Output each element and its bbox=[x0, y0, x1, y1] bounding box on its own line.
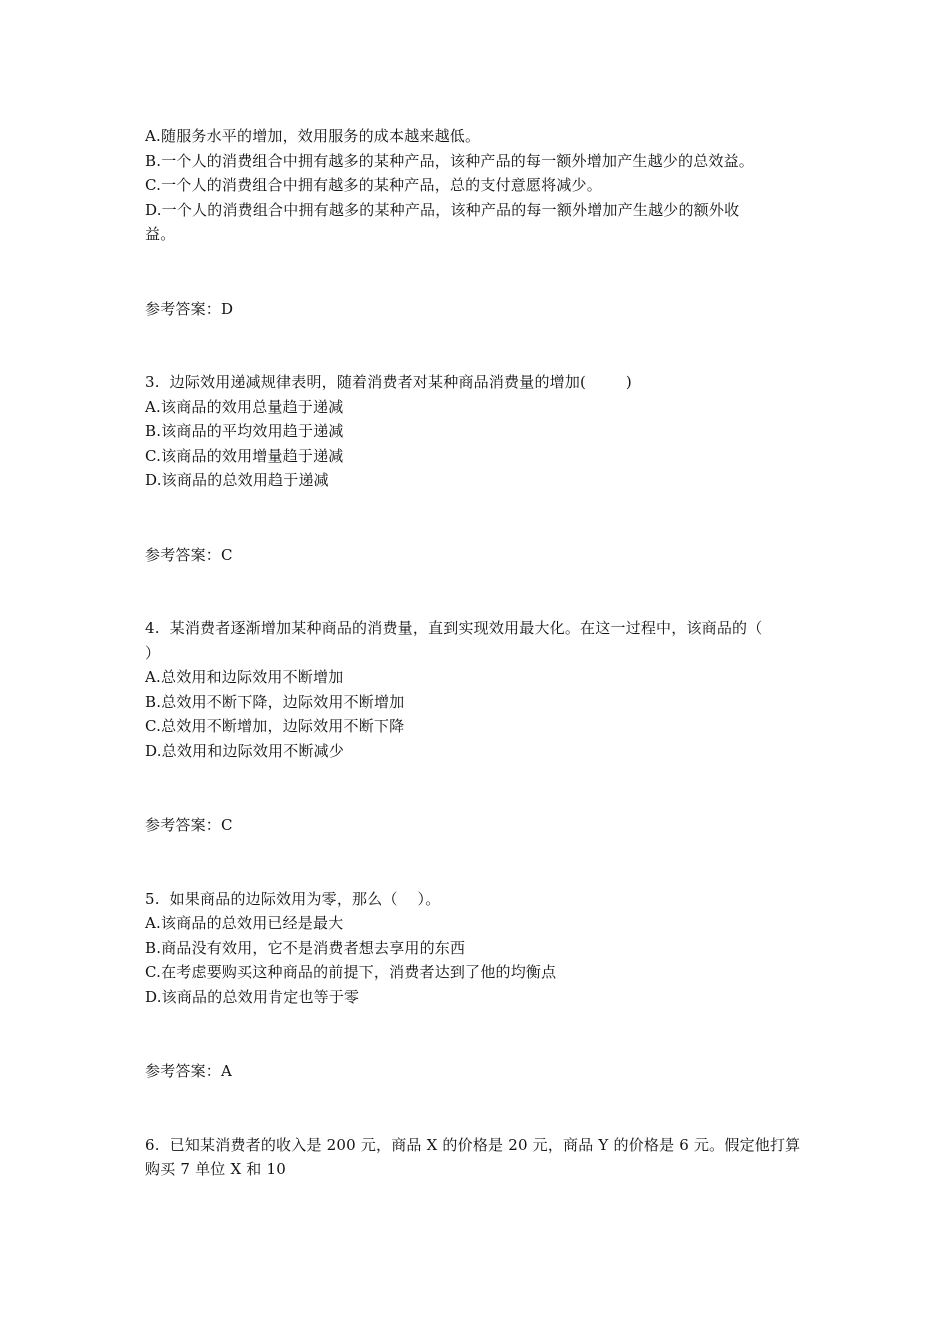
option-d: D.一个人的消费组合中拥有越多的某种产品，该种产品的每一额外增加产生越少的额外收 bbox=[145, 200, 740, 219]
option-b: B.该商品的平均效用趋于递减 bbox=[145, 422, 344, 440]
question-5-text: 5. 如果商品的边际效用为零，那么（ ）。 bbox=[145, 889, 441, 908]
document-page bbox=[145, 124, 815, 1182]
option-b: B.商品没有效用，它不是消费者想去享用的东西 bbox=[145, 938, 466, 957]
option-d-continued: 益。 bbox=[145, 225, 176, 243]
option-a: A.该商品的效用总量趋于递减 bbox=[145, 397, 344, 416]
question-4-text: 4. 某消费者逐渐增加某种商品的消费量，直到实现效用最大化。在这一过程中，该商品的（ bbox=[145, 619, 763, 637]
option-c: C.总效用不断增加，边际效用不断下降 bbox=[145, 717, 405, 735]
question-4-text-continued: ） bbox=[145, 643, 161, 662]
question-2-options bbox=[145, 124, 815, 247]
option-b: B.总效用不断下降，边际效用不断增加 bbox=[145, 692, 405, 711]
question-6-text-continued: 购买 7 单位 X 和 10 bbox=[145, 1160, 286, 1178]
question-6-text: 6. 已知某消费者的收入是 200 元，商品 X 的价格是 20 元，商品 Y 的价格是 6 元。假定他打算 bbox=[145, 1135, 801, 1154]
answer-4: 参考答案：C bbox=[145, 816, 233, 834]
option-d: D.该商品的总效用肯定也等于零 bbox=[145, 987, 360, 1006]
option-a: A.总效用和边际效用不断增加 bbox=[145, 668, 344, 686]
option-d: D.该商品的总效用趋于递减 bbox=[145, 471, 329, 489]
answer-2: 参考答案：D bbox=[145, 299, 234, 318]
option-c: C.该商品的效用增量趋于递减 bbox=[145, 446, 344, 465]
option-b: B.一个人的消费组合中拥有越多的某种产品，该种产品的每一额外增加产生越少的总效益。 bbox=[145, 151, 754, 170]
option-c: C.在考虑要购买这种商品的前提下，消费者达到了他的均衡点 bbox=[145, 963, 557, 981]
answer-5: 参考答案：A bbox=[145, 1062, 233, 1080]
option-a: A.该商品的总效用已经是最大 bbox=[145, 914, 344, 932]
option-c: C.一个人的消费组合中拥有越多的某种产品，总的支付意愿将减少。 bbox=[145, 176, 602, 194]
question-5 bbox=[145, 887, 815, 1010]
question-3 bbox=[145, 370, 815, 493]
option-a: A.随服务水平的增加，效用服务的成本越来越低。 bbox=[145, 127, 481, 145]
option-d: D.总效用和边际效用不断减少 bbox=[145, 741, 345, 760]
question-3-text: 3. 边际效用递减规律表明，随着消费者对某种商品消费量的增加( ) bbox=[145, 373, 632, 391]
answer-3: 参考答案：C bbox=[145, 545, 233, 564]
question-6 bbox=[145, 1133, 815, 1182]
question-4 bbox=[145, 616, 815, 763]
